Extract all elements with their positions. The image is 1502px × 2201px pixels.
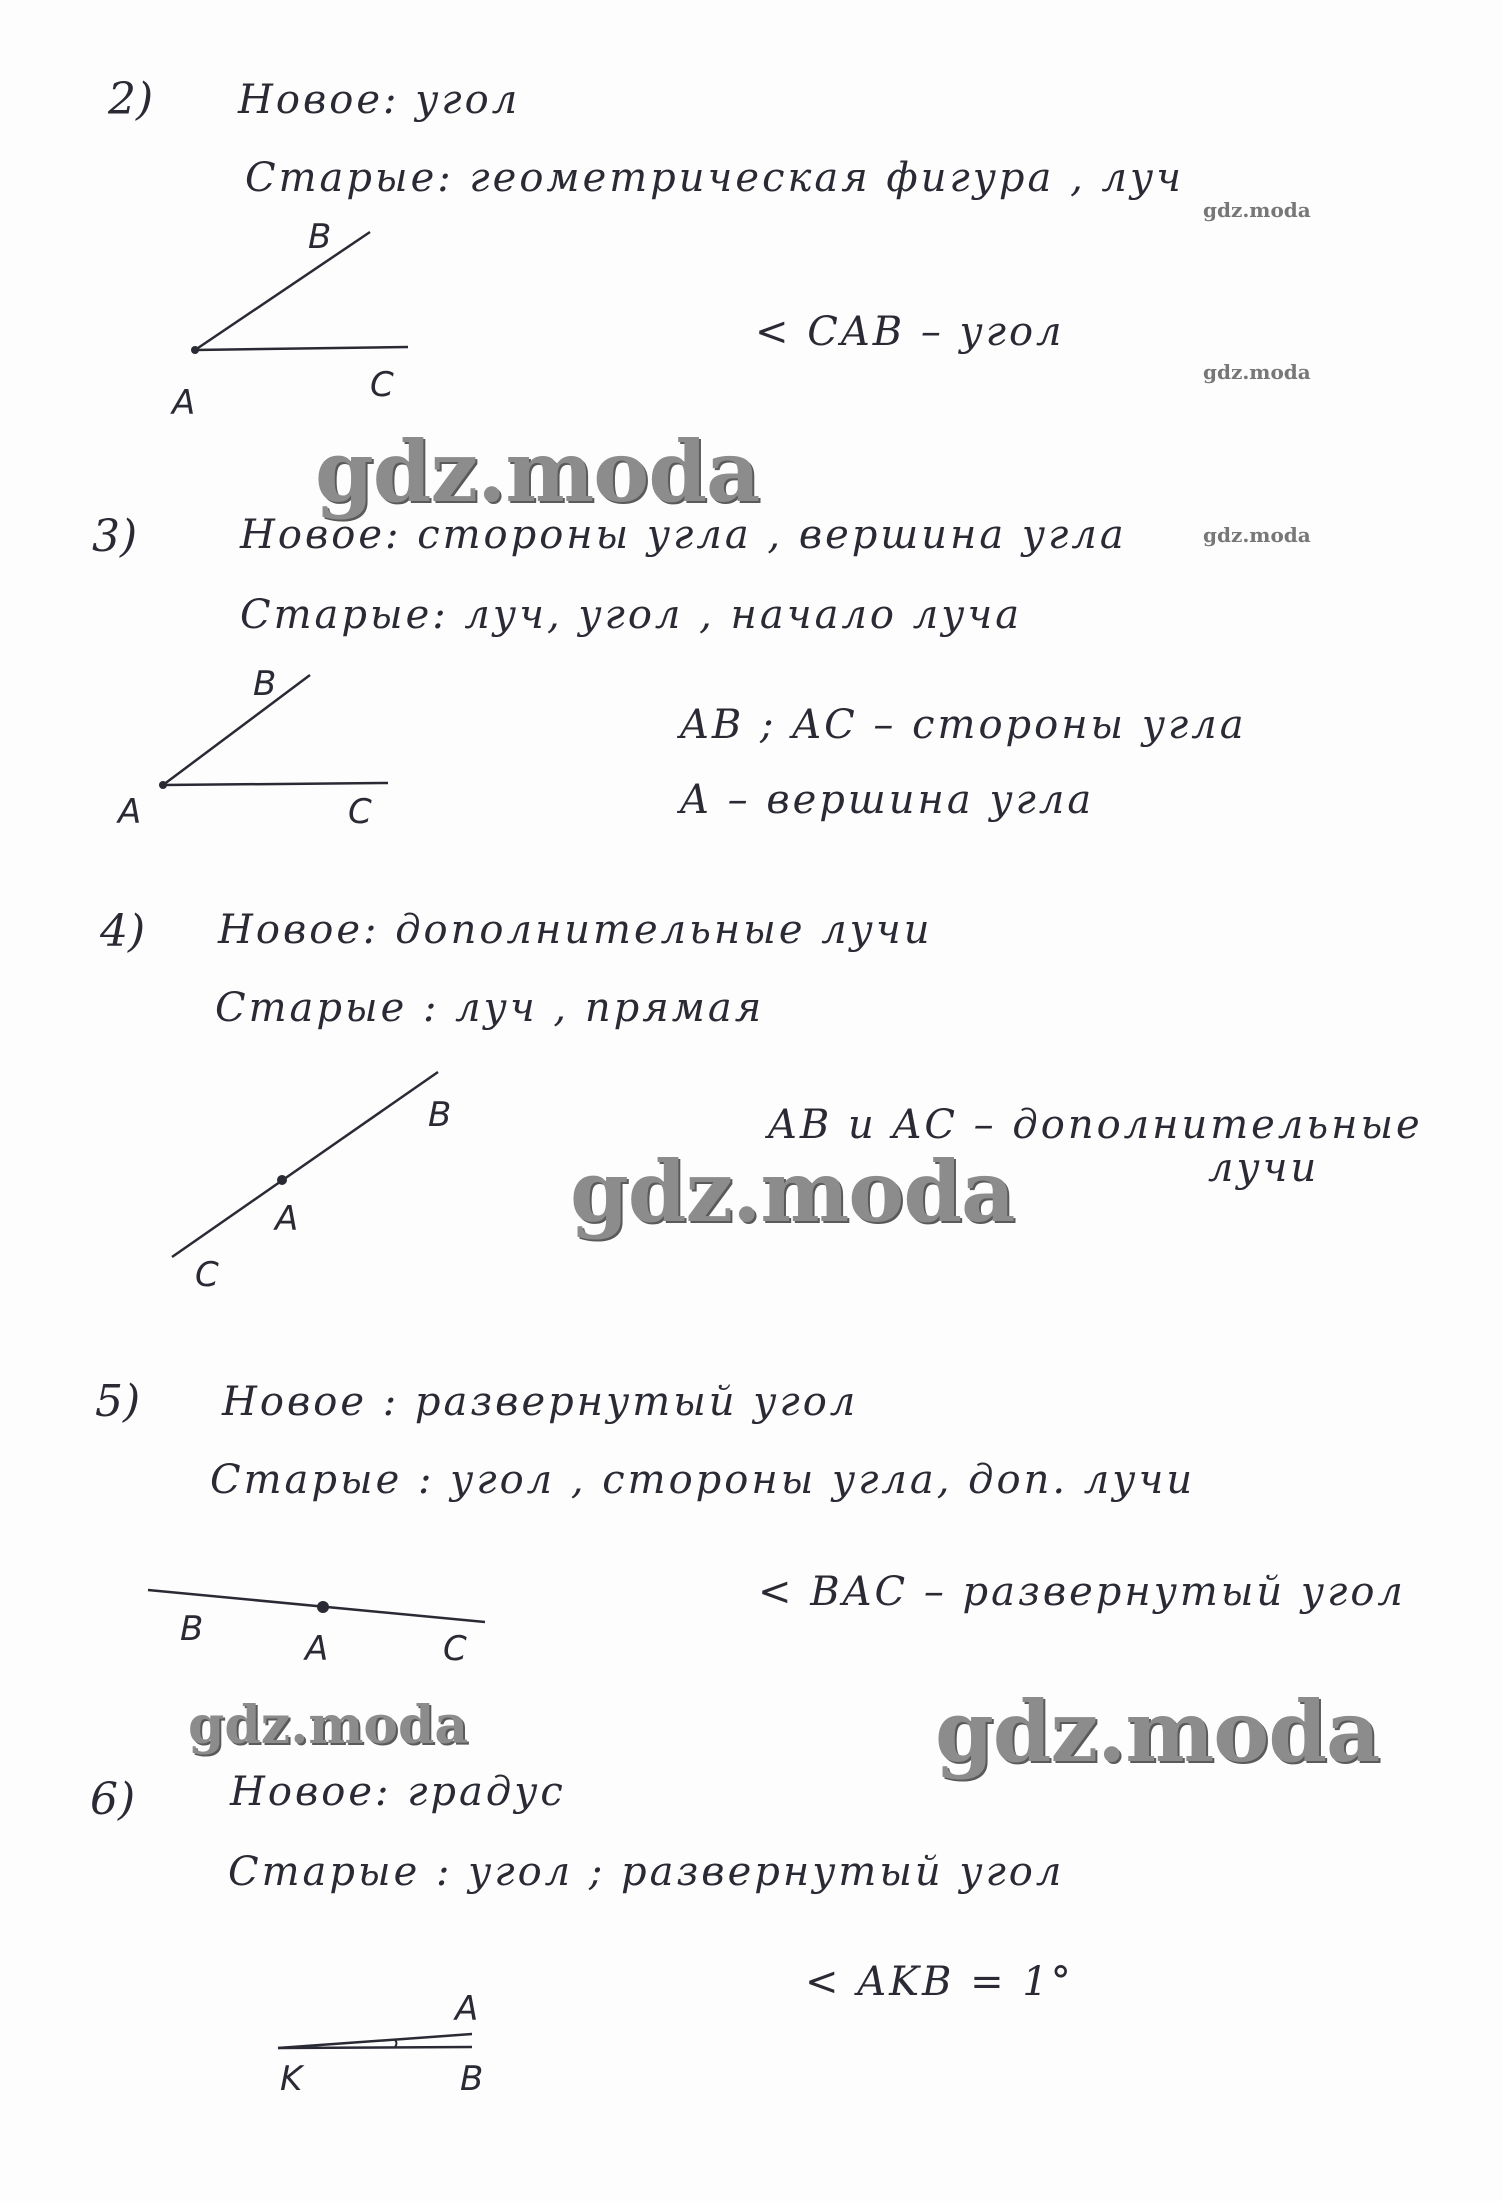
item-5-old-line: Старые : угол , стороны угла, доп. лучи [210,1457,1196,1503]
item-3-point-a: A [118,792,142,832]
item-4-point-a: A [275,1199,299,1239]
item-6-old-line: Старые : угол ; развернутый угол [228,1849,1065,1895]
watermark-large-3: gdz.moda [935,1682,1380,1781]
item-6-number: 6) [90,1774,136,1825]
item-4-point-c: C [195,1255,219,1295]
item-4-old-line: Старые : луч , прямая [215,985,765,1031]
watermark-large-2: gdz.moda [570,1142,1015,1241]
item-3-point-c: C [348,792,372,832]
item-5-note-0: < BAC – развернутый угол [758,1569,1406,1615]
item-6-point-k: K [280,2059,303,2099]
item-2-point-a: A [172,383,196,423]
item-4-number: 4) [100,906,146,957]
item-3-old-line: Старые: луч, угол , начало луча [240,592,1023,638]
item-3-note-0: AB ; AC – стороны угла [680,702,1247,748]
item-5-point-b: B [180,1609,204,1649]
item-2-point-b: B [308,217,332,257]
item-2-number: 2) [108,74,154,125]
item-2-new-line: Новое: угол [238,77,521,123]
item-6-note-0: < AKB = 1° [805,1959,1074,2005]
item-2-point-c: C [370,365,394,405]
item-5-point-a: A [305,1629,329,1669]
item-4-new-line: Новое: дополнительные лучи [218,907,933,953]
item-2-old-line: Старые: геометрическая фигура , луч [245,155,1185,201]
item-5-new-line: Новое : развернутый угол [222,1379,859,1425]
item-4-note-1: лучи [1208,1145,1320,1191]
item-3-new-line: Новое: стороны угла , вершина угла [240,512,1127,558]
item-4-note-0: AB и AC – дополнительные [768,1102,1423,1148]
item-2-note-0: < CAB – угол [755,309,1065,355]
watermark-large-1: gdz.moda [315,422,760,521]
item-5-point-c: C [443,1629,467,1669]
watermark-small-3: gdz.moda [1203,523,1311,547]
item-6-angle-arc [395,2040,397,2047]
item-3-number: 3) [92,511,138,562]
item-3-point-b: B [253,664,277,704]
item-6-point-b: B [460,2059,484,2099]
watermark-small-1: gdz.moda [1203,198,1311,222]
watermark-medium: gdz.moda [188,1695,469,1756]
watermark-small-2: gdz.moda [1203,360,1311,384]
item-6-point-a: A [455,1989,479,2029]
item-6-new-line: Новое: градус [230,1769,566,1815]
item-3-note-1: A – вершина угла [680,777,1095,823]
item-5-number: 5) [95,1376,141,1427]
item-4-point-b: B [428,1095,452,1135]
